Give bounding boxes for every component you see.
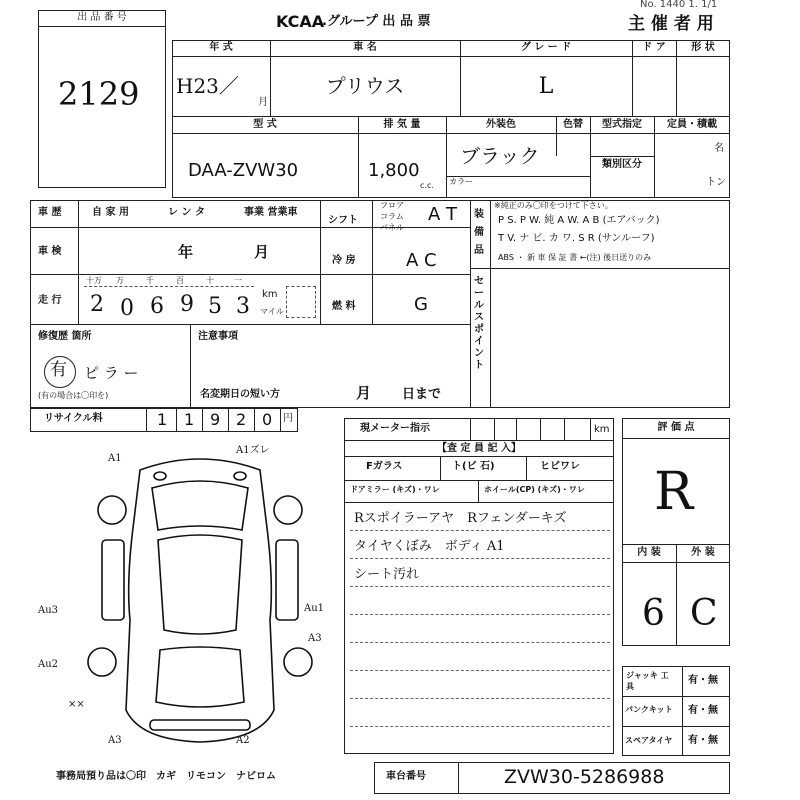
top-misc: No. 1440 1. 1/1 bbox=[640, 0, 718, 10]
expiry-day: 日まで bbox=[402, 387, 442, 402]
chassis-number: ZVW30-5286988 bbox=[504, 766, 665, 788]
recycle-digit: 0 bbox=[262, 410, 273, 429]
load-unit: トン bbox=[706, 177, 726, 188]
year-month-unit: 月 bbox=[258, 97, 268, 108]
recycle-digit: 2 bbox=[236, 410, 247, 429]
office-items: 事務局預り品は〇印 カギ リモコン ナビロム bbox=[56, 771, 276, 782]
damage-mark: A3 bbox=[108, 735, 122, 746]
repair-value: ピ ラ ー bbox=[84, 364, 139, 382]
mile-label: マイル bbox=[260, 307, 284, 316]
exterior-score: C bbox=[690, 593, 718, 634]
displacement-label: 排 気 量 bbox=[383, 119, 421, 130]
equipment-line-2: T V. ナ ビ. カ ワ. S R (サンルーフ) bbox=[498, 233, 655, 244]
inspection-month-unit: 月 bbox=[254, 243, 270, 261]
class-label: 類別区分 bbox=[602, 159, 642, 170]
digit-label: 百 bbox=[176, 276, 184, 285]
capacity-label: 定員・積載 bbox=[667, 119, 717, 130]
exterior-color-value: ブラック bbox=[460, 144, 540, 168]
model-label: 型 式 bbox=[253, 119, 277, 130]
spare-yes-no: 有・無 bbox=[688, 735, 718, 746]
shift-label: シフト bbox=[328, 215, 358, 226]
recycle-unit: 円 bbox=[283, 413, 293, 424]
history-label: 車 歴 bbox=[38, 207, 62, 218]
equipment-note: ※純正のみ〇印をつけて下さい。 bbox=[494, 201, 613, 210]
digit-label: 万 bbox=[116, 276, 124, 285]
mileage-digit: 9 bbox=[180, 292, 194, 317]
damage-mark: Au1 bbox=[304, 603, 325, 614]
glass-chip: ト(ビ 石) bbox=[452, 461, 495, 472]
exterior-label: 外 装 bbox=[691, 547, 715, 558]
displacement-unit: c.c. bbox=[420, 181, 434, 190]
inspection-note-line: Rスポイラーアヤ Rフェンダーキズ bbox=[354, 511, 567, 526]
car-damage-diagram bbox=[60, 440, 340, 760]
damage-mark: Au3 bbox=[38, 605, 59, 616]
spare-tire-label: スペアタイヤ bbox=[625, 736, 673, 745]
repair-note: (有の場合は〇印を) bbox=[38, 391, 109, 400]
grade-value: L bbox=[538, 74, 554, 99]
mileage-digit: 2 bbox=[90, 292, 104, 317]
shift-option: コラム bbox=[380, 212, 404, 221]
score-value: R bbox=[654, 462, 694, 522]
mirror-label: ドアミラー (キズ)・ワレ bbox=[350, 485, 440, 494]
damage-mark: A2 bbox=[236, 735, 250, 746]
color-number-label: カラー bbox=[449, 177, 473, 186]
slip-title: .グループ 出 品 票 bbox=[322, 14, 431, 29]
fuel-value: G bbox=[414, 294, 428, 315]
rental-use: レ ン タ bbox=[168, 207, 205, 218]
interior-score: 6 bbox=[642, 593, 665, 634]
score-label: 評 価 点 bbox=[657, 422, 695, 433]
mileage-label: 走 行 bbox=[38, 295, 62, 306]
fuel-label: 燃 料 bbox=[332, 301, 356, 312]
color-change-label: 色替 bbox=[563, 119, 583, 130]
grade-label: グ レ ー ド bbox=[520, 42, 572, 53]
car-name: プリウス bbox=[325, 74, 405, 98]
inspection-note-line: シート汚れ bbox=[354, 567, 420, 582]
year-label: 年 式 bbox=[209, 42, 233, 53]
chassis-label: 車台番号 bbox=[386, 771, 426, 782]
equipment-line-3: ABS ・ 新 車 保 証 書 ←(注) 後日送りのみ bbox=[498, 253, 652, 262]
puncture-kit-label: パンクキット bbox=[625, 705, 673, 714]
copy-label: 主 催 者 用 bbox=[628, 14, 714, 34]
brand: KCAA bbox=[276, 12, 325, 31]
recycle-digit: 1 bbox=[157, 410, 168, 429]
wheel-label: ホイール(CP) (キズ)・ワレ bbox=[484, 485, 585, 494]
jack-yes-no: 有・無 bbox=[688, 675, 718, 686]
remarks-label: 注意事項 bbox=[198, 331, 238, 342]
mileage-digit: 3 bbox=[236, 294, 250, 319]
door-label: ド ア bbox=[642, 42, 666, 53]
shift-option: フロア bbox=[380, 201, 404, 210]
mileage-digit: 5 bbox=[208, 294, 222, 319]
appraiser-section: 【査 定 員 記 入】 bbox=[437, 443, 521, 454]
business-use: 事業 営業車 bbox=[244, 207, 298, 218]
mileage-unit-check bbox=[286, 286, 316, 318]
shift-option: パネル bbox=[380, 223, 404, 232]
damage-mark: ×× bbox=[68, 699, 85, 710]
meter-label: 現メーター指示 bbox=[360, 423, 430, 434]
equipment-label: 装 備 品 bbox=[474, 209, 484, 256]
digit-label: 十 bbox=[206, 276, 214, 285]
recycle-digit: 9 bbox=[210, 410, 221, 429]
exterior-color-label: 外装色 bbox=[486, 119, 516, 130]
equipment-line-1: P S. P W. 純 A W. A B (エアバック) bbox=[498, 215, 660, 226]
puncture-yes-no: 有・無 bbox=[688, 705, 718, 716]
km-label: km bbox=[262, 289, 278, 300]
jack-label: ジャッキ 工 具 bbox=[626, 671, 669, 691]
mileage-digit: 0 bbox=[120, 296, 134, 321]
repair-label: 修復歴 箇所 bbox=[38, 331, 92, 342]
year-value: H23／ bbox=[176, 74, 239, 98]
recycle-digit: 1 bbox=[184, 410, 195, 429]
digit-label: 千 bbox=[146, 276, 154, 285]
damage-mark: A3 bbox=[308, 633, 322, 644]
exhibit-number-label: 出 品 番 号 bbox=[77, 12, 127, 23]
glass-crack: ヒビワレ bbox=[540, 461, 580, 472]
exhibit-number: 2129 bbox=[58, 75, 140, 113]
capacity-unit: 名 bbox=[714, 143, 724, 154]
private-use: 自 家 用 bbox=[92, 207, 129, 218]
damage-mark: Au2 bbox=[38, 659, 59, 670]
model-value: DAA-ZVW30 bbox=[188, 160, 299, 181]
repair-mark: 有 bbox=[50, 360, 67, 380]
ac-value: A C bbox=[406, 250, 437, 271]
damage-mark: A1 bbox=[108, 453, 122, 464]
shift-value: A T bbox=[428, 204, 458, 225]
sales-point-label: セ ー ル ス ポ イ ン ト bbox=[474, 276, 484, 371]
digit-label: 十万 bbox=[86, 276, 102, 285]
glass-label: Fガラス bbox=[366, 461, 403, 472]
name-label: 車 名 bbox=[353, 42, 377, 53]
displacement-value: 1,800 bbox=[368, 160, 420, 181]
inspection-note-line: タイヤくぼみ ボディ A1 bbox=[354, 539, 505, 554]
inspection-label: 車 検 bbox=[38, 246, 62, 257]
expiry-label: 名変期日の短い方 bbox=[200, 389, 280, 400]
mileage-digit: 6 bbox=[150, 294, 164, 319]
expiry-month: 月 bbox=[356, 384, 372, 402]
meter-unit: km bbox=[594, 424, 610, 435]
shape-label: 形 状 bbox=[691, 42, 715, 53]
interior-label: 内 装 bbox=[637, 547, 661, 558]
type-designation-label: 型式指定 bbox=[602, 119, 642, 130]
damage-mark: A1ズレ bbox=[236, 445, 270, 456]
recycle-label: リサイクル料 bbox=[44, 413, 103, 424]
ac-label: 冷 房 bbox=[332, 255, 356, 266]
digit-label: 一 bbox=[234, 276, 242, 285]
inspection-year-unit: 年 bbox=[178, 243, 194, 261]
